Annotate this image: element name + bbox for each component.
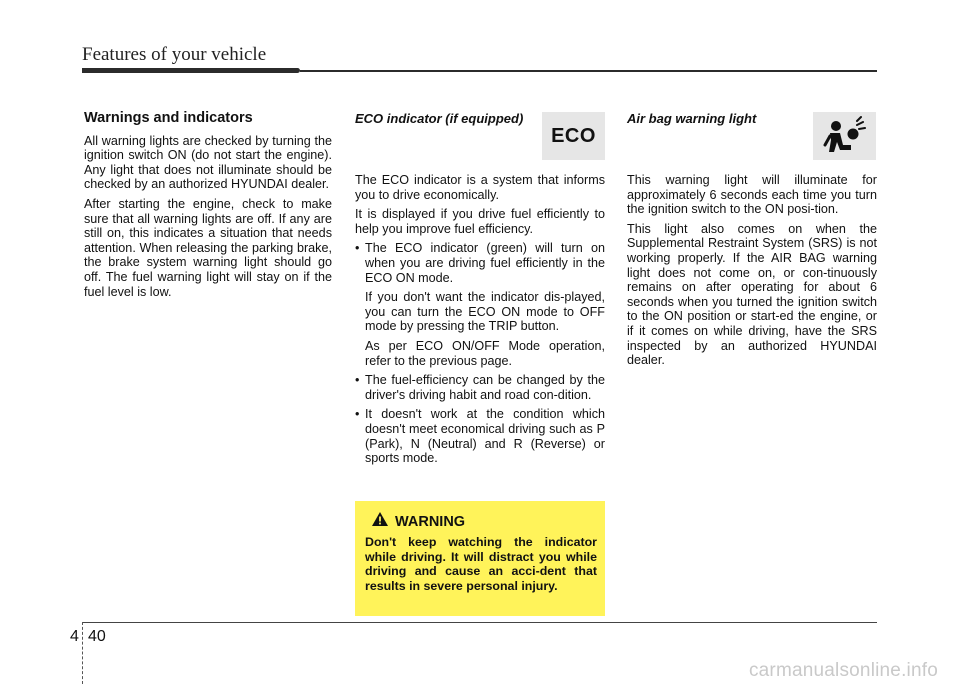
header-rule-thick (82, 68, 300, 73)
list-item (355, 407, 605, 465)
paragraph: After starting the engine, check to make sure that all warning lights are off. If any are still on, this indicates a situation that needs attention. When releasing the parking brake, the brake system warning light should go off. The fuel warning light will stay on if the fuel level is low. (84, 196, 332, 299)
eco-indicator-icon: ECO (542, 112, 605, 160)
list-item (355, 241, 605, 368)
paragraph: This light also comes on when the Supplemental Restraint System (SRS) is not working properly. If the AIR BAG warning light does not come on, or con-tinuously remains on after operating for about 6 seconds when you turned the ignition switch to the ON position or start-ed the engine, or if it comes on while driving, have the SRS inspected by an authorized HYUNDAI dealer. (627, 221, 877, 368)
list-item-text: It doesn't work at the condition which doesn't meet economical driving such as P (Park), N (Neutral) and R (Reverse) or sports mode. (365, 407, 605, 466)
footer-rule (82, 622, 877, 623)
column-warnings-indicators (84, 111, 332, 304)
section-heading: Air bag warning light (627, 111, 757, 126)
list-item-subparagraph: If you don't want the indicator dis-played, you can turn the ECO ON mode to OFF mode by pressing the TRIP button. (365, 290, 605, 334)
warning-text: Don't keep watching the indicator while driving. It will distract you while driving and cause an acci-dent that results in severe personal injury. (365, 535, 597, 593)
warning-header (365, 511, 597, 532)
list-item-text: The ECO indicator (green) will turn on when you are driving fuel efficiently in the ECO ON mode. (365, 241, 605, 285)
bullet-list (355, 241, 605, 465)
column-airbag-warning (627, 111, 877, 373)
list-item-subparagraph: As per ECO ON/OFF Mode operation, refer to the previous page. (365, 338, 605, 368)
paragraph: It is displayed if you drive fuel efficiently to help you improve fuel efficiency. (355, 207, 605, 236)
paragraph: All warning lights are checked by turning the ignition switch ON (do not start the engine). Any light that does not illuminate should be checked by an authorized HYUNDAI dealer. (84, 133, 332, 192)
page-number: 40 (88, 628, 106, 645)
column-eco-indicator (355, 111, 605, 471)
footer-divider (82, 622, 83, 684)
paragraph: This warning light will illuminate for approximately 6 seconds each time you turn the ignition switch to the ON posi-tion. (627, 173, 877, 217)
warning-title: WARNING (395, 513, 466, 530)
watermark: carmanualsonline.info (748, 660, 938, 681)
section-heading: ECO indicator (if equipped) (355, 111, 524, 126)
page-header-title: Features of your vehicle (82, 44, 267, 65)
warning-triangle-icon (371, 511, 389, 532)
paragraph: The ECO indicator is a system that informs you to drive economically. (355, 173, 605, 202)
list-item-text: The fuel-efficiency can be changed by the driver's driving habit and road con-dition. (365, 373, 605, 402)
list-item (355, 373, 605, 402)
section-heading: Warnings and indicators (84, 110, 253, 126)
chapter-number: 4 (70, 628, 79, 645)
header-rule-thin (300, 70, 877, 72)
warning-box (355, 501, 605, 616)
